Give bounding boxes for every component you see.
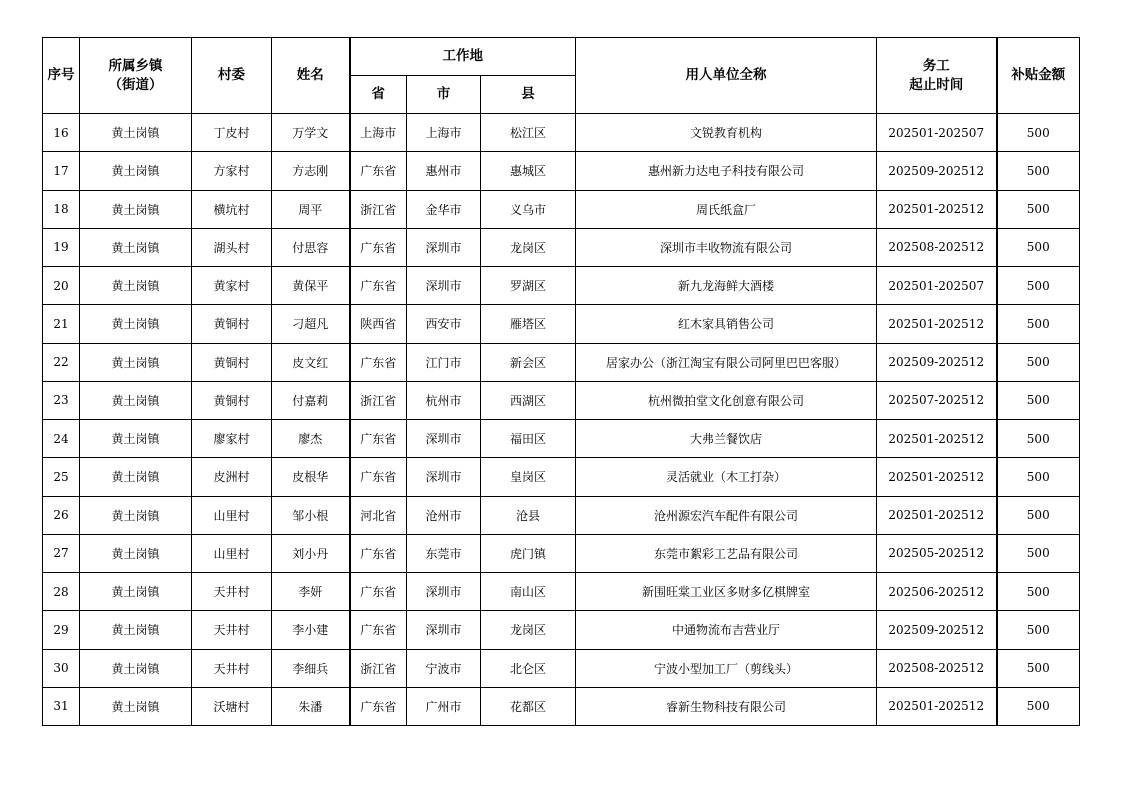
cell-village: 廖家村: [192, 420, 272, 458]
cell-period: 202509-202512: [877, 152, 997, 190]
cell-seq: 24: [43, 420, 80, 458]
cell-name: 方志刚: [272, 152, 350, 190]
cell-period: 202505-202512: [877, 534, 997, 572]
cell-county: 雁塔区: [481, 305, 576, 343]
cell-city: 惠州市: [407, 152, 481, 190]
cell-period: 202508-202512: [877, 228, 997, 266]
cell-county: 西湖区: [481, 381, 576, 419]
cell-township: 黄土岗镇: [80, 649, 192, 687]
cell-township: 黄土岗镇: [80, 573, 192, 611]
cell-seq: 22: [43, 343, 80, 381]
cell-city: 深圳市: [407, 420, 481, 458]
cell-period: 202501-202507: [877, 114, 997, 152]
cell-township: 黄土岗镇: [80, 534, 192, 572]
cell-county: 新会区: [481, 343, 576, 381]
cell-employer: 红木家具销售公司: [576, 305, 877, 343]
cell-province: 上海市: [350, 114, 407, 152]
cell-county: 龙岗区: [481, 611, 576, 649]
cell-city: 深圳市: [407, 611, 481, 649]
cell-province: 广东省: [350, 573, 407, 611]
cell-village: 方家村: [192, 152, 272, 190]
cell-period: 202508-202512: [877, 649, 997, 687]
cell-employer: 大弗兰餐饮店: [576, 420, 877, 458]
cell-village: 黄铜村: [192, 343, 272, 381]
cell-city: 深圳市: [407, 267, 481, 305]
cell-village: 黄铜村: [192, 381, 272, 419]
cell-employer: 新九龙海鲜大酒楼: [576, 267, 877, 305]
header-row: [43, 38, 1080, 76]
cell-province: 广东省: [350, 228, 407, 266]
header-period-line2: 起止时间: [909, 76, 964, 93]
cell-name: 朱潘: [272, 687, 350, 725]
cell-city: 广州市: [407, 687, 481, 725]
header-name: 姓名: [272, 38, 350, 114]
cell-village: 天井村: [192, 573, 272, 611]
cell-name: 皮根华: [272, 458, 350, 496]
cell-subsidy: 500: [997, 343, 1080, 381]
table-row: [43, 228, 1080, 266]
cell-period: 202501-202512: [877, 420, 997, 458]
cell-period: 202506-202512: [877, 573, 997, 611]
cell-county: 皇岗区: [481, 458, 576, 496]
cell-period: 202507-202512: [877, 381, 997, 419]
cell-city: 江门市: [407, 343, 481, 381]
cell-county: 花都区: [481, 687, 576, 725]
cell-county: 北仑区: [481, 649, 576, 687]
cell-subsidy: 500: [997, 573, 1080, 611]
cell-employer: 新围旺棠工业区多财多亿棋牌室: [576, 573, 877, 611]
cell-name: 刘小丹: [272, 534, 350, 572]
cell-county: 惠城区: [481, 152, 576, 190]
header-township: [80, 38, 192, 114]
cell-province: 广东省: [350, 152, 407, 190]
cell-name: 付思容: [272, 228, 350, 266]
cell-township: 黄土岗镇: [80, 687, 192, 725]
cell-city: 西安市: [407, 305, 481, 343]
cell-subsidy: 500: [997, 381, 1080, 419]
cell-subsidy: 500: [997, 649, 1080, 687]
cell-village: 皮洲村: [192, 458, 272, 496]
cell-name: 皮文红: [272, 343, 350, 381]
cell-seq: 21: [43, 305, 80, 343]
cell-village: 横坑村: [192, 190, 272, 228]
cell-employer: 居家办公（浙江淘宝有限公司阿里巴巴客服）: [576, 343, 877, 381]
header-village: 村委: [192, 38, 272, 114]
cell-city: 深圳市: [407, 228, 481, 266]
cell-subsidy: 500: [997, 114, 1080, 152]
cell-name: 李细兵: [272, 649, 350, 687]
table-row: [43, 573, 1080, 611]
cell-county: 南山区: [481, 573, 576, 611]
cell-city: 杭州市: [407, 381, 481, 419]
cell-subsidy: 500: [997, 611, 1080, 649]
cell-seq: 23: [43, 381, 80, 419]
table-row: [43, 267, 1080, 305]
cell-name: 邹小根: [272, 496, 350, 534]
cell-village: 山里村: [192, 496, 272, 534]
table-row: [43, 611, 1080, 649]
cell-seq: 16: [43, 114, 80, 152]
cell-city: 上海市: [407, 114, 481, 152]
cell-seq: 17: [43, 152, 80, 190]
cell-province: 广东省: [350, 267, 407, 305]
table-row: [43, 420, 1080, 458]
cell-period: 202501-202512: [877, 687, 997, 725]
header-county: 县: [481, 76, 576, 114]
header-period-line1: 务工: [922, 58, 950, 75]
table-row: [43, 649, 1080, 687]
cell-employer: 深圳市丰收物流有限公司: [576, 228, 877, 266]
cell-city: 宁波市: [407, 649, 481, 687]
cell-subsidy: 500: [997, 152, 1080, 190]
cell-seq: 18: [43, 190, 80, 228]
table-row: [43, 687, 1080, 725]
cell-period: 202501-202512: [877, 190, 997, 228]
cell-province: 陕西省: [350, 305, 407, 343]
cell-province: 浙江省: [350, 649, 407, 687]
cell-subsidy: 500: [997, 420, 1080, 458]
cell-employer: 文锐教育机构: [576, 114, 877, 152]
cell-township: 黄土岗镇: [80, 305, 192, 343]
cell-period: 202501-202512: [877, 496, 997, 534]
cell-township: 黄土岗镇: [80, 114, 192, 152]
cell-township: 黄土岗镇: [80, 190, 192, 228]
cell-subsidy: 500: [997, 458, 1080, 496]
cell-township: 黄土岗镇: [80, 152, 192, 190]
cell-province: 广东省: [350, 534, 407, 572]
cell-village: 湖头村: [192, 228, 272, 266]
cell-county: 松江区: [481, 114, 576, 152]
cell-name: 付嘉莉: [272, 381, 350, 419]
table-row: [43, 381, 1080, 419]
cell-township: 黄土岗镇: [80, 611, 192, 649]
cell-village: 天井村: [192, 649, 272, 687]
cell-seq: 19: [43, 228, 80, 266]
cell-seq: 20: [43, 267, 80, 305]
cell-name: 万学文: [272, 114, 350, 152]
cell-employer: 沧州源宏汽车配件有限公司: [576, 496, 877, 534]
cell-employer: 灵活就业（木工打杂）: [576, 458, 877, 496]
cell-subsidy: 500: [997, 534, 1080, 572]
cell-name: 廖杰: [272, 420, 350, 458]
cell-seq: 28: [43, 573, 80, 611]
table-body: [43, 114, 1080, 726]
cell-county: 义乌市: [481, 190, 576, 228]
cell-township: 黄土岗镇: [80, 267, 192, 305]
cell-province: 河北省: [350, 496, 407, 534]
cell-city: 深圳市: [407, 458, 481, 496]
table-row: [43, 190, 1080, 228]
cell-period: 202501-202512: [877, 305, 997, 343]
cell-county: 福田区: [481, 420, 576, 458]
cell-province: 广东省: [350, 420, 407, 458]
table-row: [43, 458, 1080, 496]
header-township-line1: 所属乡镇: [108, 58, 163, 75]
cell-province: 广东省: [350, 458, 407, 496]
cell-subsidy: 500: [997, 687, 1080, 725]
cell-subsidy: 500: [997, 190, 1080, 228]
cell-city: 深圳市: [407, 573, 481, 611]
cell-employer: 惠州新力达电子科技有限公司: [576, 152, 877, 190]
subsidy-roster-table: [42, 37, 1080, 726]
cell-city: 金华市: [407, 190, 481, 228]
cell-employer: 东莞市絮彩工艺品有限公司: [576, 534, 877, 572]
cell-township: 黄土岗镇: [80, 343, 192, 381]
cell-county: 罗湖区: [481, 267, 576, 305]
cell-township: 黄土岗镇: [80, 228, 192, 266]
cell-village: 沃塘村: [192, 687, 272, 725]
cell-subsidy: 500: [997, 267, 1080, 305]
cell-seq: 29: [43, 611, 80, 649]
table-row: [43, 496, 1080, 534]
cell-employer: 中通物流布吉营业厅: [576, 611, 877, 649]
cell-village: 黄铜村: [192, 305, 272, 343]
header-employer: 用人单位全称: [576, 38, 877, 114]
cell-period: 202509-202512: [877, 343, 997, 381]
table-row: [43, 114, 1080, 152]
cell-village: 山里村: [192, 534, 272, 572]
cell-period: 202509-202512: [877, 611, 997, 649]
header-subsidy: 补贴金额: [997, 38, 1080, 114]
cell-seq: 25: [43, 458, 80, 496]
table-row: [43, 534, 1080, 572]
cell-employer: 周氏纸盒厂: [576, 190, 877, 228]
cell-period: 202501-202507: [877, 267, 997, 305]
table-row: [43, 305, 1080, 343]
header-township-line2: （街道）: [108, 76, 163, 93]
cell-province: 浙江省: [350, 190, 407, 228]
cell-township: 黄土岗镇: [80, 458, 192, 496]
cell-subsidy: 500: [997, 228, 1080, 266]
cell-province: 浙江省: [350, 381, 407, 419]
cell-province: 广东省: [350, 611, 407, 649]
cell-name: 李小建: [272, 611, 350, 649]
header-workplace: 工作地: [350, 38, 576, 76]
header-period: [877, 38, 997, 114]
table-row: [43, 343, 1080, 381]
cell-employer: 睿新生物科技有限公司: [576, 687, 877, 725]
cell-subsidy: 500: [997, 305, 1080, 343]
header-city: 市: [407, 76, 481, 114]
cell-employer: 杭州微拍堂文化创意有限公司: [576, 381, 877, 419]
cell-village: 天井村: [192, 611, 272, 649]
cell-seq: 27: [43, 534, 80, 572]
cell-city: 东莞市: [407, 534, 481, 572]
cell-county: 沧县: [481, 496, 576, 534]
cell-seq: 31: [43, 687, 80, 725]
cell-subsidy: 500: [997, 496, 1080, 534]
cell-employer: 宁波小型加工厂（剪线头）: [576, 649, 877, 687]
cell-county: 龙岗区: [481, 228, 576, 266]
cell-village: 黄家村: [192, 267, 272, 305]
cell-township: 黄土岗镇: [80, 496, 192, 534]
cell-period: 202501-202512: [877, 458, 997, 496]
cell-name: 周平: [272, 190, 350, 228]
cell-seq: 26: [43, 496, 80, 534]
cell-province: 广东省: [350, 343, 407, 381]
cell-city: 沧州市: [407, 496, 481, 534]
cell-name: 刁超凡: [272, 305, 350, 343]
cell-name: 黄保平: [272, 267, 350, 305]
cell-county: 虎门镇: [481, 534, 576, 572]
cell-township: 黄土岗镇: [80, 420, 192, 458]
cell-seq: 30: [43, 649, 80, 687]
cell-township: 黄土岗镇: [80, 381, 192, 419]
table-row: [43, 152, 1080, 190]
header-seq: 序号: [43, 38, 80, 114]
header-province: 省: [350, 76, 407, 114]
cell-village: 丁皮村: [192, 114, 272, 152]
cell-province: 广东省: [350, 687, 407, 725]
cell-name: 李妍: [272, 573, 350, 611]
